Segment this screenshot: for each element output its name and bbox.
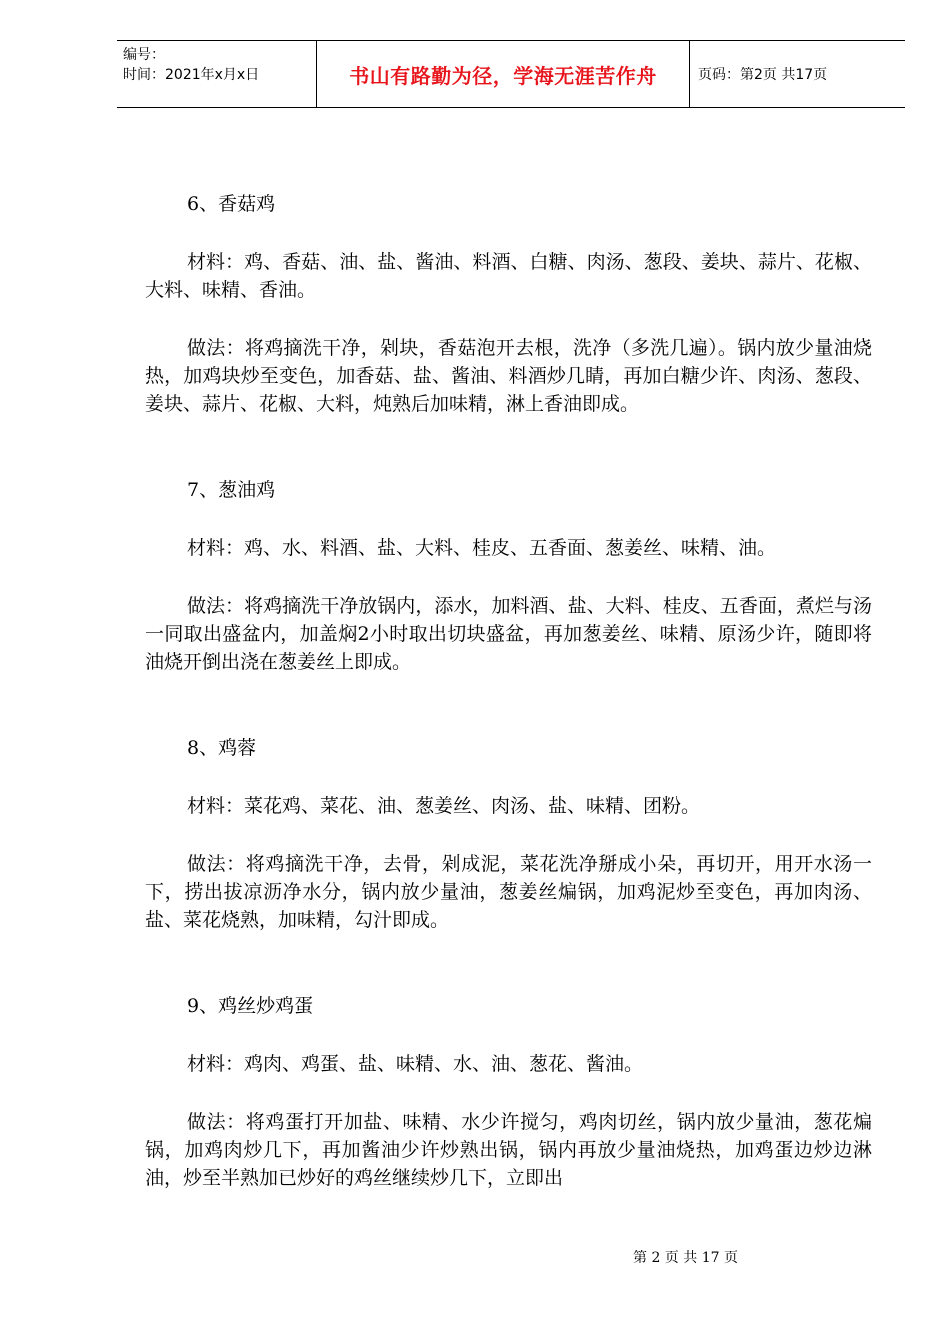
- document-number-label: 编号：: [123, 47, 165, 63]
- recipe-title: 7、葱油鸡: [187, 479, 276, 501]
- recipe-title: 9、鸡丝炒鸡蛋: [187, 995, 314, 1017]
- recipe-method: 做法：将鸡摘洗干净放锅内，添水，加料酒、盐、大料、桂皮、五香面，煮烂与汤一同取出盛盆内，加盖焖2小时取出切块盛盆，再加葱姜丝、味精、原汤少许，随即将油烧开倒出浇在葱姜丝上即成。: [145, 595, 872, 673]
- header-page-info: 页码：第2页 共17页: [698, 67, 828, 83]
- recipe-title: 8、鸡蓉: [187, 737, 257, 759]
- document-time-label: 时间：2021年x月x日: [123, 67, 260, 83]
- recipe-title: 6、香菇鸡: [187, 193, 276, 215]
- recipe-method: 做法：将鸡蛋打开加盐、味精、水少许搅匀，鸡肉切丝，锅内放少量油，葱花煸锅，加鸡肉炒几下，再加酱油少许炒熟出锅，锅内再放少量油烧热，加鸡蛋边炒边淋油，炒至半熟加已炒好的鸡丝继续炒几下，立即出: [145, 1111, 872, 1189]
- recipe-materials: 材料：鸡肉、鸡蛋、盐、味精、水、油、葱花、酱油。: [187, 1053, 644, 1075]
- page-footer: 第 2 页 共 17 页: [633, 1250, 738, 1266]
- recipe-materials: 材料：鸡、香菇、油、盐、酱油、料酒、白糖、肉汤、葱段、姜块、蒜片、花椒、大料、味精、香油。: [145, 251, 872, 301]
- header-motto: 书山有路勤为径，学海无涯苦作舟: [316, 41, 690, 107]
- recipe-materials: 材料：鸡、水、料酒、盐、大料、桂皮、五香面、葱姜丝、味精、油。: [187, 537, 777, 559]
- recipe-method: 做法：将鸡摘洗干净，去骨，剁成泥，菜花洗净掰成小朵，再切开，用开水汤一下，捞出拔凉沥净水分，锅内放少量油，葱姜丝煸锅，加鸡泥炒至变色，再加肉汤、盐、菜花烧熟，加味精，勾汁即成。: [145, 853, 872, 931]
- page-header: [117, 40, 905, 108]
- recipe-materials: 材料：菜花鸡、菜花、油、葱姜丝、肉汤、盐、味精、团粉。: [187, 795, 701, 817]
- document-body: [145, 190, 872, 1192]
- recipe-method: 做法：将鸡摘洗干净，剁块，香菇泡开去根，洗净（多洗几遍）。锅内放少量油烧热，加鸡块炒至变色，加香菇、盐、酱油、料酒炒几睛，再加白糖少许、肉汤、葱段、姜块、蒜片、花椒、大料，炖熟后加味精，淋上香油即成。: [145, 337, 872, 415]
- header-meta: [117, 41, 316, 107]
